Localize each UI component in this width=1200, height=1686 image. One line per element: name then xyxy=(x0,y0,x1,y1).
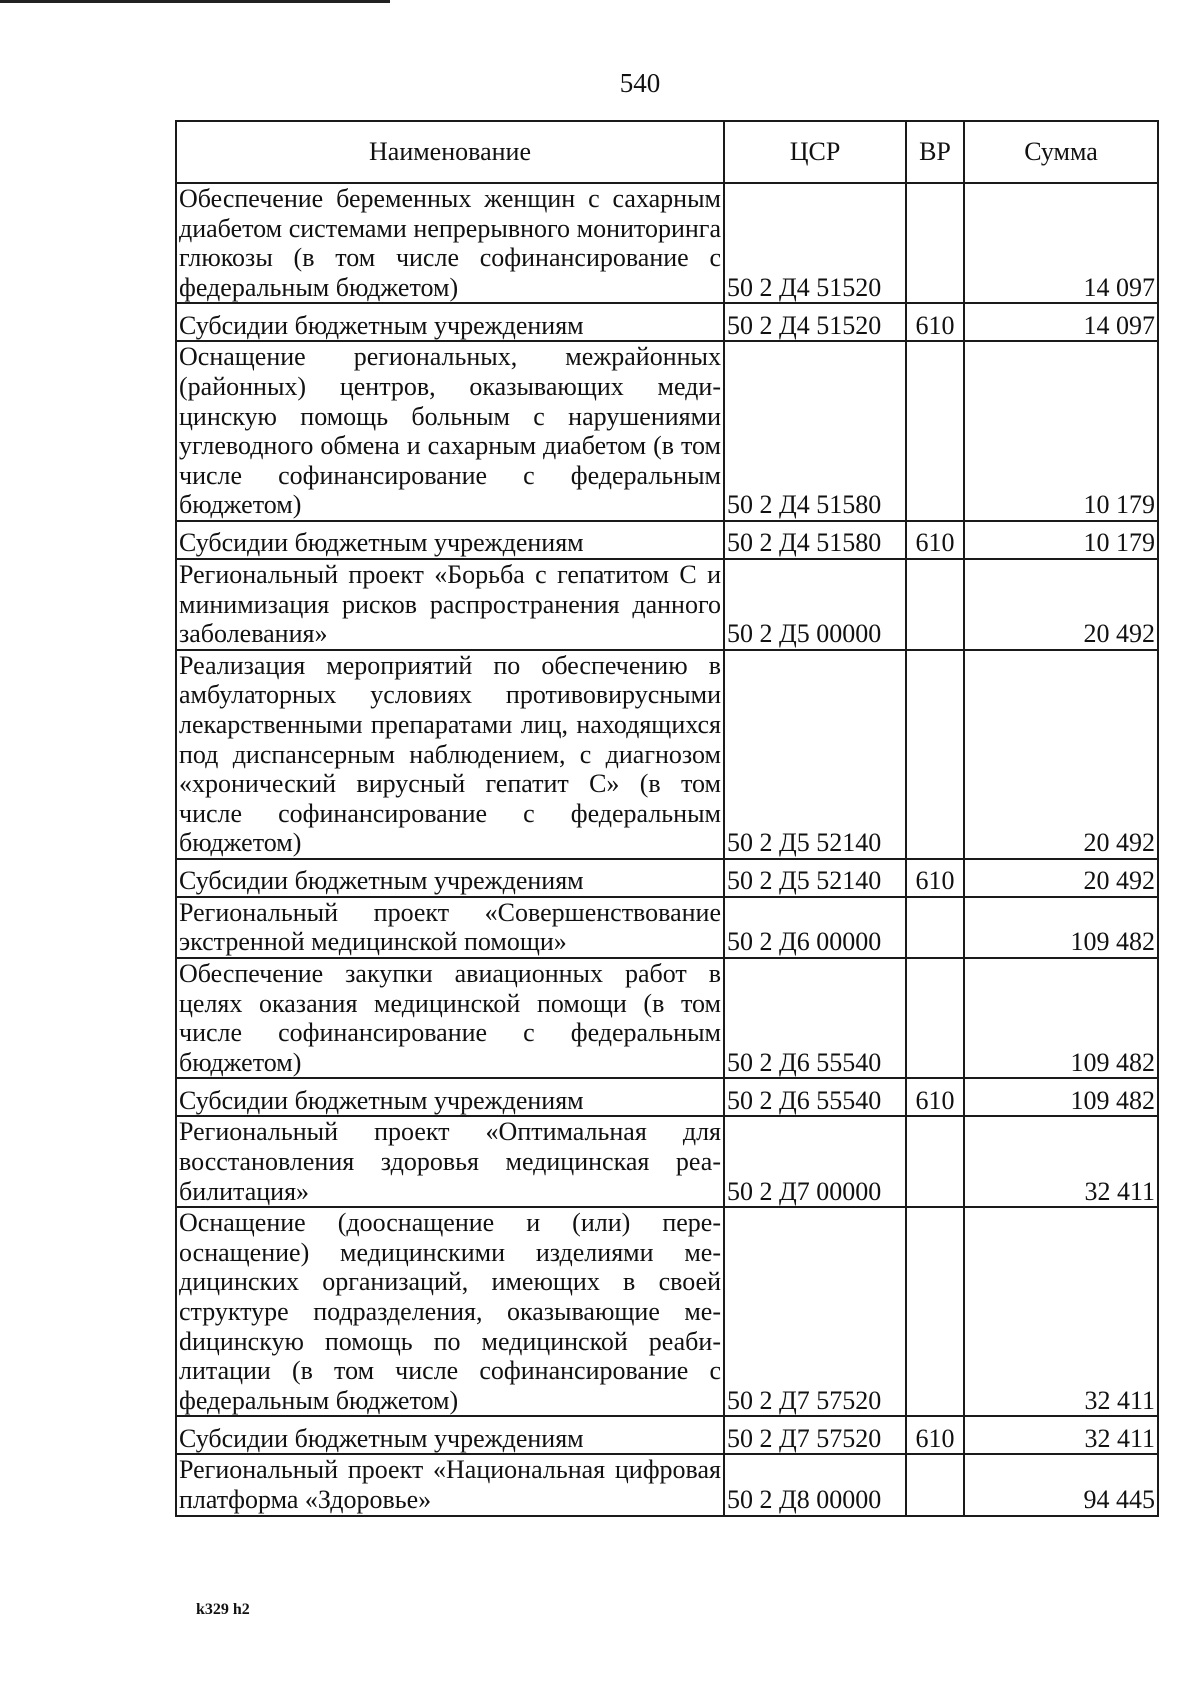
row-name: Обеспечение беременных женщин с сахарным диабетом системами непрерывного мониторинга глюкозы (в том числе софинансирование с федеральным бюджетом) xyxy=(176,183,724,303)
table-row xyxy=(176,521,1158,559)
row-sum: 32 411 xyxy=(964,1207,1158,1416)
top-edge-rule xyxy=(0,0,390,3)
row-name: Оснащение региональных, межрайонных (районных) центров, оказывающих медицинскую помощь больным с нарушениями углеводного обмена и сахарным диабетом (в том числе софинансирование с федеральным бюджетом) xyxy=(176,341,724,521)
table-row xyxy=(176,1207,1158,1416)
row-csr: 50 2 Д4 51520 xyxy=(724,303,906,341)
row-vr xyxy=(906,341,964,521)
row-name: Субсидии бюджетным учреждениям xyxy=(176,521,724,559)
row-csr: 50 2 Д5 52140 xyxy=(724,650,906,859)
row-vr xyxy=(906,958,964,1078)
row-csr: 50 2 Д6 55540 xyxy=(724,958,906,1078)
document-code: k329 h2 xyxy=(196,1601,250,1618)
row-vr xyxy=(906,1207,964,1416)
row-csr: 50 2 Д7 00000 xyxy=(724,1116,906,1207)
page-number: 540 xyxy=(619,68,661,98)
row-csr: 50 2 Д6 00000 xyxy=(724,897,906,958)
table-row xyxy=(176,958,1158,1078)
table-row xyxy=(176,650,1158,859)
row-vr xyxy=(906,1454,964,1515)
row-vr: 610 xyxy=(906,859,964,897)
row-vr xyxy=(906,650,964,859)
row-sum: 20 492 xyxy=(964,559,1158,650)
table-row xyxy=(176,1078,1158,1116)
header-sum: Сумма xyxy=(964,121,1158,183)
row-csr: 50 2 Д7 57520 xyxy=(724,1207,906,1416)
row-csr: 50 2 Д8 00000 xyxy=(724,1454,906,1515)
row-sum: 94 445 xyxy=(964,1454,1158,1515)
row-sum: 14 097 xyxy=(964,303,1158,341)
table-row xyxy=(176,1116,1158,1207)
table-row xyxy=(176,183,1158,303)
row-vr xyxy=(906,559,964,650)
header-name: Наименование xyxy=(176,121,724,183)
row-sum: 109 482 xyxy=(964,958,1158,1078)
row-sum: 10 179 xyxy=(964,521,1158,559)
row-vr xyxy=(906,897,964,958)
row-csr: 50 2 Д5 52140 xyxy=(724,859,906,897)
row-name: Субсидии бюджетным учреждениям xyxy=(176,1078,724,1116)
row-sum: 14 097 xyxy=(964,183,1158,303)
row-name: Субсидии бюджетным учреждениям xyxy=(176,303,724,341)
row-name: Региональный проект «Оптимальная для восстановления здоровья медицинская реабилитация» xyxy=(176,1116,724,1207)
table-row xyxy=(176,897,1158,958)
budget-table xyxy=(175,120,1159,1517)
table-row xyxy=(176,559,1158,650)
row-csr: 50 2 Д4 51580 xyxy=(724,341,906,521)
row-csr: 50 2 Д4 51520 xyxy=(724,183,906,303)
row-name: Реализация мероприятий по обеспечению в амбулаторных условиях противовирусными лекарственными препаратами лиц, находящихся под диспансерным наблюдением, с диагнозом «хронический вирусный гепатит С» (в том числе софинансирование с федеральным бюджетом) xyxy=(176,650,724,859)
table-row xyxy=(176,1454,1158,1515)
row-name: Субсидии бюджетным учреждениям xyxy=(176,1416,724,1454)
row-csr: 50 2 Д7 57520 xyxy=(724,1416,906,1454)
table-row xyxy=(176,341,1158,521)
row-name: Обеспечение закупки авиационных работ в целях оказания медицинской помощи (в том числе софинансирование с федеральным бюджетом) xyxy=(176,958,724,1078)
row-name: Региональный проект «Национальная цифровая платформа «Здоровье» xyxy=(176,1454,724,1515)
row-vr: 610 xyxy=(906,1416,964,1454)
table-row xyxy=(176,859,1158,897)
row-sum: 109 482 xyxy=(964,897,1158,958)
row-vr xyxy=(906,1116,964,1207)
row-name: Региональный проект «Борьба с гепатитом С и минимизация рисков распространения данного заболевания» xyxy=(176,559,724,650)
row-vr xyxy=(906,183,964,303)
row-sum: 32 411 xyxy=(964,1116,1158,1207)
row-vr: 610 xyxy=(906,521,964,559)
header-vr: ВР xyxy=(906,121,964,183)
table-row xyxy=(176,303,1158,341)
row-csr: 50 2 Д5 00000 xyxy=(724,559,906,650)
row-name: Субсидии бюджетным учреждениям xyxy=(176,859,724,897)
row-sum: 20 492 xyxy=(964,859,1158,897)
row-name: Региональный проект «Совершенствование экстренной медицинской помощи» xyxy=(176,897,724,958)
row-name: Оснащение (дооснащение и (или) переоснащение) медицинскими изделиями медицинских организаций, имеющих в своей структуре подразделения, оказывающие меdицинскую помощь по медицинской реабилитации (в том числе софинансирование с федеральным бюджетом) xyxy=(176,1207,724,1416)
row-sum: 10 179 xyxy=(964,341,1158,521)
row-sum: 20 492 xyxy=(964,650,1158,859)
row-vr: 610 xyxy=(906,1078,964,1116)
row-csr: 50 2 Д6 55540 xyxy=(724,1078,906,1116)
table-row xyxy=(176,1416,1158,1454)
row-vr: 610 xyxy=(906,303,964,341)
header-csr: ЦСР xyxy=(724,121,906,183)
row-csr: 50 2 Д4 51580 xyxy=(724,521,906,559)
table-header-row xyxy=(176,121,1158,183)
row-sum: 32 411 xyxy=(964,1416,1158,1454)
row-sum: 109 482 xyxy=(964,1078,1158,1116)
